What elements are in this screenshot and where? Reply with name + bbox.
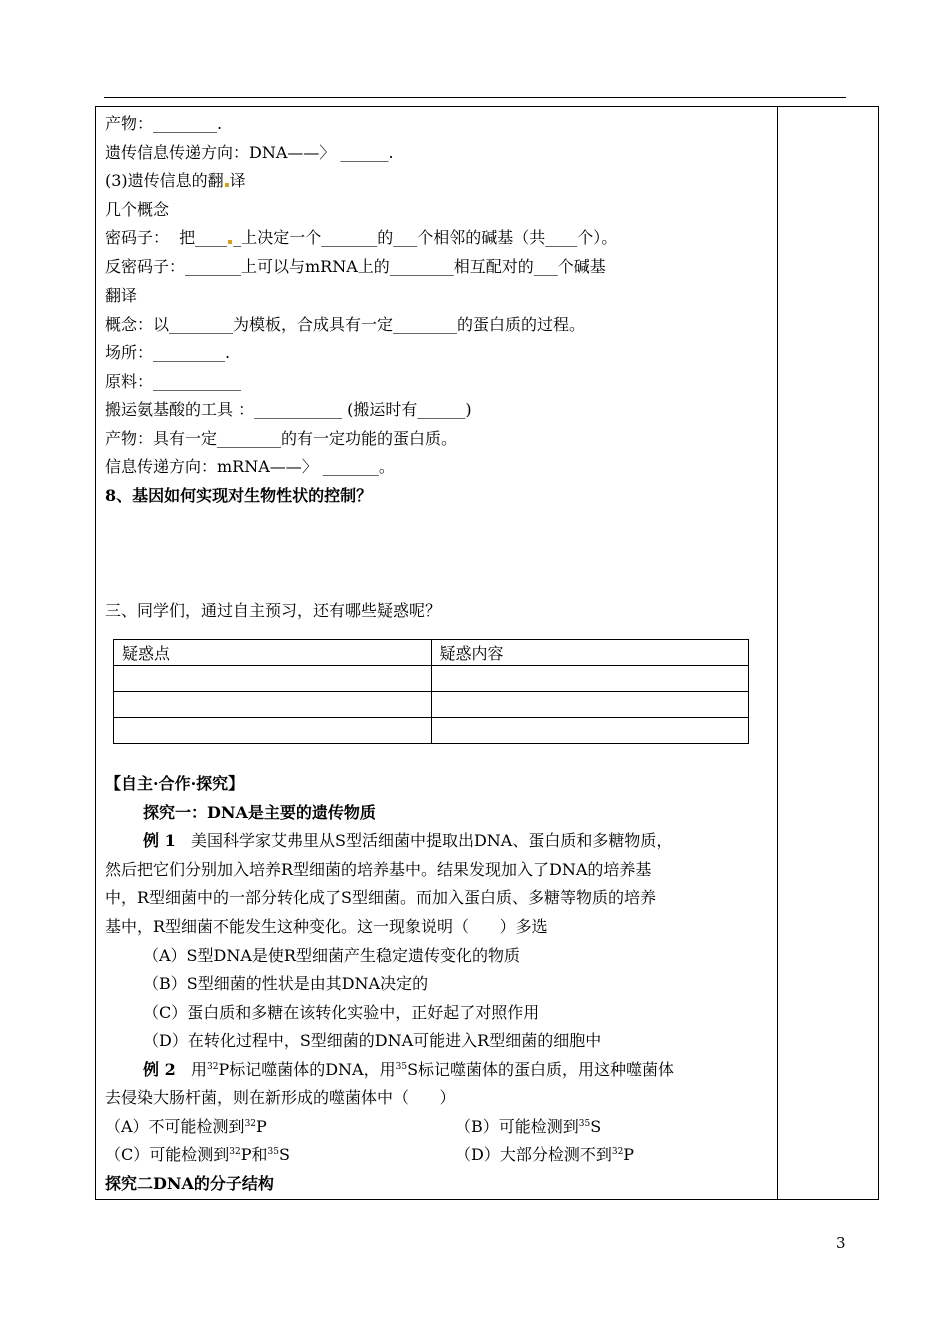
option-a: （A）S型DNA是使R型细菌产生稳定遗传变化的物质 <box>143 946 520 965</box>
answer-a <box>105 1116 267 1138</box>
text-line: 搬运氨基酸的工具 ：___________ (搬运时有______) <box>105 400 472 419</box>
text-seg: S <box>590 1117 602 1136</box>
text-seg: （D）大部分检测不到 <box>455 1145 612 1164</box>
table-cell[interactable] <box>114 718 432 744</box>
answer-b <box>455 1116 601 1138</box>
example-1-line <box>143 830 672 852</box>
answer-d <box>455 1144 634 1166</box>
text-seg: 美国科学家艾弗里从S型活细菌中提取出DNA、蛋白质和多糖物质， <box>190 831 673 850</box>
text-seg: P <box>256 1117 267 1136</box>
table-row <box>114 718 749 744</box>
text-line: 产物：具有一定________的有一定功能的蛋白质。 <box>105 429 458 448</box>
text-seg: （B）可能检测到 <box>455 1117 579 1136</box>
table-cell[interactable] <box>114 692 432 718</box>
text-line: 翻译 <box>105 286 138 305</box>
table-cell[interactable] <box>431 718 749 744</box>
option-c: （C）蛋白质和多糖在该转化实验中，正好起了对照作用 <box>143 1003 540 1022</box>
text-seg: 译 <box>229 171 246 190</box>
example-label: 例 1 <box>143 831 176 850</box>
text-seg: (3)遗传信息的翻 <box>105 171 224 190</box>
text-seg: P和 <box>240 1145 268 1164</box>
text-line: 原料：___________ <box>105 372 242 391</box>
example-2-line <box>143 1059 674 1081</box>
text-seg: 密码子： 把____ <box>105 228 228 247</box>
option-b: （B）S型细菌的性状是由其DNA决定的 <box>143 974 429 993</box>
text-seg: 用 <box>190 1060 207 1079</box>
option-d: （D）在转化过程中，S型细菌的DNA可能进入R型细菌的细胞中 <box>143 1031 602 1050</box>
question-heading: 8、基因如何实现对生物性状的控制？ <box>105 486 373 505</box>
margin-column-divider <box>777 106 778 1200</box>
superscript: 32 <box>244 1119 257 1129</box>
mark-dot <box>228 240 232 244</box>
page-number: 3 <box>836 1234 846 1252</box>
header-rule <box>104 97 846 98</box>
superscript: 35 <box>395 1062 408 1072</box>
text-seg: _上决定一个_______的___个相邻的碱基（共____个）。 <box>233 228 618 247</box>
explore-section-1: 探究一：DNA是主要的遗传物质 <box>143 803 376 822</box>
explore-title: 【自主·合作·探究】 <box>105 774 245 793</box>
example-1-line: 中，R型细菌中的一部分转化成了S型细菌。而加入蛋白质、多糖等物质的培养 <box>105 888 657 907</box>
text-line: 反密码子：_______上可以与mRNA上的________相互配对的___个碱基 <box>105 257 606 276</box>
explore-section-2: 探究二DNA的分子结构 <box>105 1174 274 1193</box>
table-header-cell: 疑惑内容 <box>431 640 749 666</box>
text-line: 信息传递方向：mRNA——〉 _______。 <box>105 457 395 476</box>
example-1-line: 然后把它们分别加入培养R型细菌的培养基中。结果发现加入了DNA的培养基 <box>105 860 652 879</box>
text-seg: （C）可能检测到 <box>105 1145 230 1164</box>
superscript: 35 <box>578 1119 591 1129</box>
table-cell[interactable] <box>431 692 749 718</box>
table-cell[interactable] <box>431 666 749 692</box>
text-line: 场所：_________. <box>105 343 231 362</box>
superscript: 32 <box>611 1147 624 1157</box>
mark-dot <box>225 183 229 187</box>
table-row <box>114 692 749 718</box>
text-line: 产物：________. <box>105 114 223 133</box>
example-label: 例 2 <box>143 1060 176 1079</box>
text-seg: S <box>278 1145 290 1164</box>
table-header-cell: 疑惑点 <box>114 640 432 666</box>
table-row <box>114 640 749 666</box>
text-seg: P标记噬菌体的DNA，用 <box>218 1060 396 1079</box>
superscript: 35 <box>267 1147 279 1157</box>
example-1-line: 基中，R型细菌不能发生这种变化。这一现象说明（ ）多选 <box>105 917 548 936</box>
table-cell[interactable] <box>114 666 432 692</box>
section-heading: 三、同学们，通过自主预习，还有哪些疑惑呢？ <box>105 601 442 620</box>
answer-c <box>105 1144 290 1166</box>
text-line: 遗传信息传递方向：DNA——〉 ______. <box>105 143 394 162</box>
text-line: 几个概念 <box>105 200 170 219</box>
text-seg: （A）不可能检测到 <box>105 1117 245 1136</box>
text-line <box>105 170 246 192</box>
superscript: 32 <box>229 1147 241 1157</box>
table-row <box>114 666 749 692</box>
text-line: 概念：以________为模板，合成具有一定________的蛋白质的过程。 <box>105 315 586 334</box>
doubt-table <box>113 639 749 744</box>
superscript: 32 <box>207 1062 219 1072</box>
example-2-line: 去侵染大肠杆菌，则在新形成的噬菌体中（ ） <box>105 1088 456 1107</box>
text-line <box>105 227 617 249</box>
text-seg: S标记噬菌体的蛋白质，用这种噬菌体 <box>407 1060 675 1079</box>
text-seg: P <box>623 1145 635 1164</box>
